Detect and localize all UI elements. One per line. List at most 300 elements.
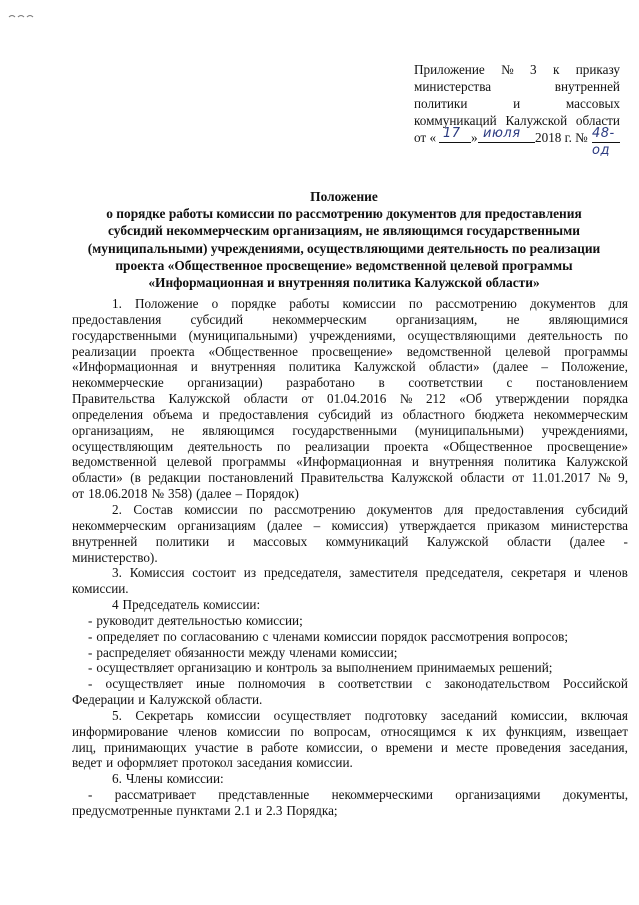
text-word: массовых <box>253 533 308 549</box>
text-word: комиссии. <box>72 581 129 597</box>
header-word: и <box>513 96 521 111</box>
text-line <box>72 565 628 581</box>
text-word: целевой <box>505 343 551 359</box>
text-word: комиссии: <box>203 597 261 613</box>
text-word: 5. <box>112 707 122 723</box>
text-word: области <box>460 470 505 486</box>
text-word: и <box>202 406 210 422</box>
title-line: Положение <box>310 189 378 204</box>
text-word: рассмотрению <box>274 501 356 517</box>
text-word: по <box>163 628 177 644</box>
text-line <box>72 724 628 740</box>
text-word: 4 <box>112 597 119 613</box>
text-word: министерство). <box>72 549 158 565</box>
text-word: реализации <box>305 438 370 454</box>
text-line <box>72 312 628 328</box>
text-word: организациям, <box>395 311 478 327</box>
text-word: № <box>399 391 413 407</box>
text-line <box>72 581 628 597</box>
text-word: определения <box>72 406 144 422</box>
header-word: министерства <box>414 79 492 94</box>
text-word: комиссии <box>342 296 396 311</box>
text-word: по <box>249 501 263 517</box>
text-word: № <box>151 486 165 502</box>
text-line <box>72 660 628 676</box>
text-word: из <box>380 406 393 422</box>
text-word: организацию <box>177 660 252 676</box>
title-line: субсидий некоммерческим организациям, не являющимся государственными <box>108 223 580 239</box>
text-word: организации) <box>187 375 263 391</box>
text-word: субсидий <box>575 501 628 517</box>
header-word: Приложение <box>414 62 485 77</box>
text-word: вопросам, <box>313 723 371 739</box>
header-line-1 <box>414 61 620 78</box>
text-word: относящимся <box>380 723 457 739</box>
text-word: принимаемых <box>416 660 496 676</box>
text-word: приказом <box>487 517 540 533</box>
text-word: между <box>248 644 286 660</box>
text-word: области» <box>428 359 480 375</box>
text-word: - <box>88 628 93 644</box>
title-line: «Информационная и внутренняя политика Калужской области» <box>148 275 540 291</box>
text-word: (далее <box>266 517 303 533</box>
text-word: деятельность <box>187 438 263 454</box>
text-word: - <box>623 533 628 549</box>
text-word: организациям, <box>72 422 154 438</box>
text-word: с <box>506 375 513 391</box>
text-word: программы <box>564 343 628 359</box>
text-word: «Информационная <box>296 454 402 470</box>
text-word: Калужской <box>353 359 416 375</box>
text-word: политики <box>155 533 210 549</box>
text-word: комиссии <box>206 707 261 723</box>
text-word: «Об <box>459 391 483 407</box>
text-word: - <box>88 644 93 660</box>
text-word: комиссии <box>184 501 238 517</box>
text-word: коммуникаций <box>325 533 409 549</box>
text-word: функциям, <box>506 723 567 739</box>
text-line <box>72 803 628 819</box>
text-word: Порядок) <box>245 486 299 502</box>
text-word: предоставления <box>474 501 564 517</box>
text-line <box>72 423 628 439</box>
text-word: работе <box>260 739 299 755</box>
text-word: (далее <box>492 359 529 375</box>
text-word: осуществляет <box>96 660 174 676</box>
text-word: № <box>598 470 611 486</box>
text-word: с <box>262 628 269 644</box>
text-word: документов <box>366 501 433 517</box>
text-line <box>72 771 628 787</box>
text-word: рассматривает <box>114 787 196 803</box>
text-word: государственными <box>292 422 397 438</box>
text-word: Калужской <box>391 470 453 486</box>
text-line <box>72 375 628 391</box>
text-word: целевой <box>166 454 212 470</box>
header-line-3 <box>414 95 620 112</box>
text-word: извещает <box>576 723 628 739</box>
text-word: деятельность <box>527 327 603 343</box>
text-word: – <box>235 486 243 502</box>
text-word: комиссии, <box>510 707 568 723</box>
text-word: проведения <box>496 739 561 755</box>
text-word: Положение <box>134 296 199 311</box>
text-word: области <box>243 391 288 407</box>
text-line <box>72 486 628 502</box>
text-word: по <box>290 723 304 739</box>
text-word: соответствии <box>408 375 483 391</box>
text-word: государственными <box>72 327 177 343</box>
text-word: в <box>246 739 253 755</box>
text-word: организациям <box>177 517 256 533</box>
text-word: некоммерческим <box>72 517 167 533</box>
text-word: вопросов; <box>512 628 569 644</box>
text-word: предоставления <box>72 311 162 327</box>
text-line <box>72 740 628 756</box>
text-word: и <box>574 565 582 581</box>
text-word: порядок <box>381 628 428 644</box>
text-word: пунктами <box>176 803 231 818</box>
text-word: руководит <box>96 612 154 628</box>
header-word: приказу <box>575 62 620 77</box>
text-line <box>72 454 628 470</box>
text-word: субсидий <box>190 311 244 327</box>
text-word: 11.01.2017 <box>531 470 591 486</box>
text-word: секретаря <box>511 565 567 581</box>
order-number-handwritten: 48-од <box>592 126 615 158</box>
date-month-underline <box>478 142 535 143</box>
text-word: к <box>466 723 473 739</box>
header-word: внутренней <box>554 79 620 94</box>
text-word: их <box>482 723 497 739</box>
text-word: утверждении <box>495 391 570 407</box>
text-word: Российской <box>562 676 628 692</box>
text-word: Порядка; <box>286 803 338 818</box>
text-word: протокол <box>181 755 233 771</box>
text-word: рассмотрения <box>430 628 509 644</box>
text-word: председателя, <box>425 565 504 581</box>
text-word: внутренней <box>72 533 138 549</box>
header-word: Калужской <box>505 113 568 128</box>
text-word: комиссии, <box>306 739 363 755</box>
text-word: и <box>190 359 198 375</box>
text-word: ведомственной <box>72 454 157 470</box>
date-day-underline <box>439 142 471 143</box>
text-line <box>72 787 628 803</box>
text-word: от <box>72 486 85 502</box>
text-word: «Общественное <box>208 343 298 359</box>
text-line <box>72 534 628 550</box>
date-prefix: от « <box>414 130 437 145</box>
text-word: – <box>541 359 548 375</box>
text-word: по <box>276 438 291 454</box>
title-line: о порядке работы комиссии по рассмотрению документов для предоставления <box>106 206 582 222</box>
text-word: распределяет <box>96 644 171 660</box>
text-word: - <box>88 676 93 692</box>
text-line <box>72 518 628 534</box>
text-word: о <box>371 739 378 755</box>
text-word: являющимся <box>202 422 275 438</box>
header-word: массовых <box>565 96 620 111</box>
text-word: рассмотрению <box>435 296 517 311</box>
text-word: не <box>506 311 520 327</box>
text-line <box>72 755 628 771</box>
text-word: порядке <box>231 296 277 311</box>
text-line <box>72 550 628 566</box>
text-word: осуществляющими <box>407 327 516 343</box>
text-word: - <box>88 612 93 628</box>
text-word: контроль <box>266 660 318 676</box>
text-word: учреждениями, <box>541 422 628 438</box>
text-word: председателя, <box>263 565 342 581</box>
text-word: информирование <box>72 723 169 739</box>
text-word: Члены <box>125 771 163 787</box>
text-word: областного <box>402 406 465 422</box>
text-word: утверждается <box>399 517 476 533</box>
text-word: заседания <box>236 755 293 771</box>
text-line <box>72 407 628 423</box>
text-word: представленные <box>218 787 310 803</box>
text-word: (муниципальными) <box>188 327 298 343</box>
text-word: 2.3 <box>265 803 283 818</box>
text-word: из <box>243 565 257 581</box>
text-word: документов <box>529 296 596 311</box>
header-word: коммуникаций <box>414 113 497 128</box>
text-word: реализации <box>72 343 137 359</box>
text-word: иные <box>195 676 225 692</box>
text-word: некоммерческим <box>272 311 367 327</box>
text-word: организациями <box>455 787 541 803</box>
text-word: 3. <box>112 565 122 581</box>
text-word: Калужской <box>426 533 489 549</box>
text-word: и <box>411 454 419 470</box>
text-word: ведомственной <box>406 343 492 359</box>
text-word: в <box>378 375 385 391</box>
header-word: № <box>501 62 514 77</box>
text-word: 358) <box>167 486 193 502</box>
text-word: подготовку <box>364 707 428 723</box>
text-word: лиц, <box>72 739 96 755</box>
text-word: месте <box>456 739 489 755</box>
text-word: бюджета <box>474 406 524 422</box>
text-word: от <box>301 391 314 407</box>
text-word: и <box>227 533 235 549</box>
text-word: с <box>425 676 432 692</box>
text-line <box>72 359 628 375</box>
text-word: в <box>318 676 325 692</box>
text-word: законодательством <box>444 676 550 692</box>
text-line <box>72 439 628 455</box>
title-line: (муниципальными) учреждениями, осуществляющими деятельность по реализации <box>87 240 601 256</box>
text-word: «Информационная <box>72 359 178 375</box>
text-word: - <box>88 787 93 803</box>
date-month-handwritten: июля <box>483 126 521 141</box>
text-word: политика <box>288 359 341 375</box>
text-word: редакции <box>148 470 201 486</box>
text-word: (в <box>130 470 141 486</box>
text-word: Калужской <box>566 454 628 470</box>
text-word: 9, <box>618 470 628 486</box>
text-word: проекта <box>384 438 429 454</box>
text-line <box>72 391 628 407</box>
text-line <box>72 645 628 661</box>
text-word: деятельностью <box>157 612 242 628</box>
text-word: (муниципальными) <box>414 422 524 438</box>
text-word: и <box>440 739 448 755</box>
scan-artifact-mark <box>7 10 37 20</box>
text-word: порядка <box>582 391 628 407</box>
text-word: 6. <box>112 771 122 787</box>
text-line <box>72 344 628 360</box>
text-word: предусмотренные <box>72 803 173 818</box>
text-word: комиссии; <box>245 612 303 628</box>
text-word: проекта <box>150 343 195 359</box>
text-word: соответствии <box>337 676 413 692</box>
text-word: по <box>614 327 628 343</box>
text-word: 2.1 <box>234 803 251 818</box>
text-word: области. <box>214 692 263 708</box>
text-line <box>72 502 628 518</box>
text-word: по <box>408 296 423 311</box>
text-word: некоммерческим <box>533 406 628 422</box>
header-word: политики <box>414 96 468 111</box>
text-word: области» <box>72 470 123 486</box>
header-word: области <box>575 113 620 128</box>
text-word: Правительства <box>300 470 384 486</box>
text-word: комиссии <box>226 723 281 739</box>
text-word: 18.06.2018 <box>88 486 148 502</box>
text-word: субсидий <box>318 406 371 422</box>
text-word: просвещение» <box>547 438 628 454</box>
text-word: комиссии. <box>296 755 353 771</box>
order-date-line <box>414 126 620 158</box>
text-word: для <box>608 296 628 311</box>
text-word: за <box>321 660 333 676</box>
text-word: области <box>507 533 552 549</box>
regulation-body <box>72 296 628 819</box>
text-line <box>72 597 628 613</box>
text-line <box>72 629 628 645</box>
text-word: объема <box>152 406 193 422</box>
text-word: определяет <box>96 628 160 644</box>
text-word: некоммерческие <box>72 375 164 391</box>
text-word: Калужской <box>149 692 211 708</box>
text-word: от <box>511 470 525 486</box>
text-word: заместителя <box>349 565 418 581</box>
text-word: комиссии; <box>340 644 398 660</box>
text-word: некоммерческими <box>331 787 433 803</box>
text-word: просвещение» <box>311 343 393 359</box>
text-word: членов <box>178 723 218 739</box>
text-word: и <box>138 692 146 708</box>
text-word: - <box>88 660 93 676</box>
text-word: заседания, <box>569 739 628 755</box>
text-word: документы, <box>562 787 628 803</box>
text-line <box>72 676 628 692</box>
text-word: политика <box>503 454 556 470</box>
text-word: Федерации <box>72 692 135 708</box>
text-word: постановлением <box>535 375 628 391</box>
text-word: оформляет <box>117 755 178 771</box>
text-word: осуществляет <box>273 707 352 723</box>
text-word: комиссия) <box>331 517 389 533</box>
text-word: 1. <box>112 296 122 311</box>
text-word: Правительства <box>72 391 155 407</box>
date-year-number-label: 2018 г. № <box>535 130 588 145</box>
text-word: не <box>171 422 185 438</box>
text-word: (далее <box>569 533 606 549</box>
text-word: осуществляющим <box>72 438 174 454</box>
text-word: внутренняя <box>429 454 494 470</box>
text-word: комиссии <box>323 628 378 644</box>
title-line: проекта «Общественное просвещение» ведомственной целевой программы <box>115 257 573 273</box>
text-word: разработано <box>286 375 355 391</box>
text-word: решений; <box>499 660 553 676</box>
text-word: работы <box>289 296 330 311</box>
text-word: министерства <box>550 517 628 533</box>
text-word: ведет <box>72 755 103 771</box>
text-word: членами <box>289 644 337 660</box>
text-word: Калужской <box>168 391 231 407</box>
text-word: о <box>211 296 219 311</box>
text-word: заседаний <box>440 707 498 723</box>
text-word: времени <box>385 739 433 755</box>
text-word: Секретарь <box>135 707 194 723</box>
text-word: «Общественное <box>442 438 533 454</box>
text-word: являющимися <box>548 311 628 327</box>
text-word: участие <box>194 739 239 755</box>
text-word: внутренняя <box>211 359 276 375</box>
text-word: 2. <box>112 501 122 517</box>
text-line <box>72 692 628 708</box>
text-word: для <box>443 501 464 517</box>
text-word: выполнением <box>336 660 413 676</box>
text-word: обязанности <box>174 644 245 660</box>
date-day-handwritten: 17 <box>443 126 461 141</box>
text-word: членами <box>272 628 320 644</box>
text-word: – <box>313 517 321 533</box>
text-word: 212 <box>425 391 446 407</box>
text-word: полномочия <box>237 676 306 692</box>
appendix-header <box>414 61 620 158</box>
text-word: предоставления <box>219 406 309 422</box>
header-word: 3 <box>530 62 537 77</box>
text-word: и <box>254 803 262 818</box>
text-word: постановлений <box>208 470 294 486</box>
text-line <box>72 708 628 724</box>
text-word: осуществляет <box>105 676 183 692</box>
text-word: Председатель <box>122 597 200 613</box>
text-line <box>72 328 628 344</box>
text-word: комиссии: <box>166 771 224 787</box>
text-word: Комиссия <box>129 565 185 581</box>
text-word: учреждениями, <box>309 327 396 343</box>
text-word: программы <box>222 454 286 470</box>
document-title <box>60 188 628 291</box>
text-line <box>72 470 628 486</box>
text-word: Положение, <box>561 359 628 375</box>
text-word: и <box>106 755 114 771</box>
text-word: 01.04.2016 <box>327 391 387 407</box>
text-word: принимающих <box>104 739 187 755</box>
text-word: (далее <box>196 486 232 502</box>
text-word: Состав <box>133 501 173 517</box>
header-line-2 <box>414 78 620 95</box>
text-line <box>72 613 628 629</box>
text-word: состоит <box>192 565 236 581</box>
text-word: членов <box>588 565 628 581</box>
text-line <box>72 296 628 312</box>
